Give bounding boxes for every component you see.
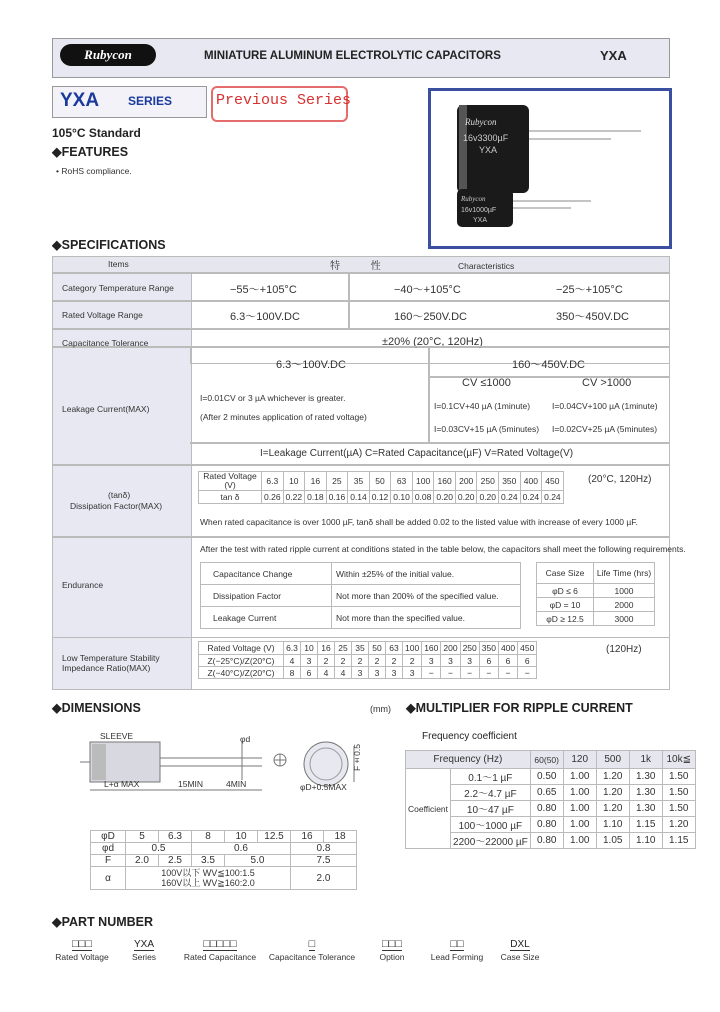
svg-text:16v1000µF: 16v1000µF <box>461 207 497 214</box>
leakage-label: Leakage Current(MAX) <box>62 404 150 414</box>
svg-text:16v3300µF: 16v3300µF <box>463 133 509 143</box>
cv-high: CV >1000 <box>582 377 632 389</box>
cv-low: CV ≤1000 <box>462 377 511 389</box>
page-title: MINIATURE ALUMINUM ELECTROLYTIC CAPACITORS <box>204 50 501 62</box>
endurance-table: Capacitance Change Within ±25% of the initial value. Dissipation Factor Not more than 200% of the specified value. Leakage Current Not more than the specified value. <box>200 562 521 629</box>
part-lead-forming: □□ Lead Forming <box>430 938 484 962</box>
rated-voltage-label: Rated Voltage Range <box>62 310 143 320</box>
low-temp-cond: (120Hz) <box>606 644 642 655</box>
leakage-r2a: I=0.03CV+15 µA (5minutes) <box>434 424 540 434</box>
multiplier-heading: ◆MULTIPLIER FOR RIPPLE CURRENT <box>406 701 633 715</box>
leakage-r1a: I=0.1CV+40 µA (1minute) <box>434 401 531 411</box>
low-temp-label: Low Temperature Stability <box>62 653 160 663</box>
leakage-note: (After 2 minutes application of rated voltage) <box>200 412 367 422</box>
svg-text:Rubycon: Rubycon <box>465 117 497 127</box>
cat-temp-v3: −25～+105°C <box>556 284 623 296</box>
svg-text:Rubycon: Rubycon <box>461 195 486 203</box>
previous-series-text: Previous Series <box>216 92 352 109</box>
frequency-coefficient-label: Frequency coefficient <box>422 731 517 742</box>
leakage-legend: I=Leakage Current(µA) C=Rated Capacitance(µF) V=Rated Voltage(V) <box>260 448 574 459</box>
rated-voltage-v3: 350～450V.DC <box>556 311 629 323</box>
leakage-right-head: 160～450V.DC <box>512 359 585 371</box>
dimensions-unit: (mm) <box>370 704 391 714</box>
specifications-heading: ◆SPECIFICATIONS <box>52 238 166 252</box>
cat-temp-v2: −40～+105°C <box>394 284 461 296</box>
feature-item: • RoHS compliance. <box>56 166 132 176</box>
features-heading: ◆FEATURES <box>52 145 129 159</box>
part-option: □□□ Option <box>379 938 405 962</box>
endurance-intro: After the test with rated ripple current at conditions stated in the table below, the capacitors shall meet the following requirements. <box>200 544 686 554</box>
svg-text:YXA: YXA <box>479 145 498 155</box>
cap-tol-label: Capacitance Tolerance <box>62 338 149 348</box>
leakage-r2b: I=0.02CV+25 µA (5minutes) <box>552 424 658 434</box>
pitch-label: F±0.5 <box>352 744 362 772</box>
part-number-row <box>52 934 552 964</box>
standard-label: 105°C Standard <box>52 126 141 140</box>
dissipation-note: When rated capacitance is over 1000 µF, tanδ shall be added 0.02 to the listed value with increase of every 1000 µF. <box>200 517 638 527</box>
dimensions-heading: ◆DIMENSIONS <box>52 701 141 715</box>
part-case-size: DXL Case Size <box>500 939 540 962</box>
cat-temp-label: Category Temperature Range <box>62 283 174 293</box>
dissipation-cond: (20°C, 120Hz) <box>588 474 652 485</box>
cap-tol-value: ±20% (20°C, 120Hz) <box>382 336 483 348</box>
dimensions-table: φD 5 6.3 8 10 12.5 16 18 φd 0.5 0.6 0.8 F 2.0 2.5 3.5 5.0 7.5 α 100V以下 WV≦100:1.5 160V以上 WV≧160:2.0 2.0 <box>90 830 357 890</box>
dissipation-label: Dissipation Factor(MAX) <box>70 501 163 511</box>
part-capacitance-tolerance: □ Capacitance Tolerance <box>268 938 356 962</box>
part-series: YXA Series <box>131 939 157 962</box>
header-series: YXA <box>600 48 627 63</box>
leakage-formula-left: I=0.01CV or 3 µA whichever is greater. <box>200 393 346 403</box>
rated-voltage-v2: 160～250V.DC <box>394 311 467 323</box>
dissipation-table: Rated Voltage (V) 6.3 10 16 25 35 50 63 100 160 200 250 350 400 450 tan δ 0.26 0.22 0.18 0.16 0.14 0.12 0.10 0.08 0.20 0.20 0.20 0.24 0.24 0.24 <box>198 471 564 504</box>
sleeve-label: SLEEVE <box>100 731 134 741</box>
lead-dia-label: φd <box>240 734 251 744</box>
life-table: Case Size Life Time (hrs) φD ≤ 6 1000 φD = 10 2000 φD ≥ 12.5 3000 <box>536 562 655 626</box>
series-label: SERIES <box>128 94 173 108</box>
part-number-heading: ◆PART NUMBER <box>52 915 154 929</box>
endurance-label: Endurance <box>62 580 104 590</box>
part-rated-capacitance: □□□□□ Rated Capacitance <box>183 938 257 962</box>
tan-delta-label: (tanδ) <box>108 490 131 500</box>
diameter-label: φD+0.5MAX <box>300 782 347 792</box>
leakage-left-head: 6.3～100V.DC <box>276 359 346 371</box>
part-rated-voltage: □□□ Rated Voltage <box>55 938 109 962</box>
brand-logo: Rubycon <box>60 44 156 66</box>
col-jp: 特 性 <box>330 261 395 272</box>
lead-length-label: 15MIN <box>178 779 204 789</box>
cat-temp-v1: −55～+105°C <box>230 284 297 296</box>
impedance-label: Impedance Ratio(MAX) <box>62 663 151 673</box>
ripple-multiplier-table: Frequency (Hz) 60(50) 120 500 1k 10k≦ Coefficient 0.1～1 µF 0.50 1.00 1.20 1.30 1.50 2.2～4.7 µF 0.65 1.00 1.20 1.30 1.50 10～47 µF 0.80 1.00 1.20 1.30 1.50 100～1000 µF 0.80 1.00 1.10 1.15 1.20 2200～22000 µF 0.80 1.00 1.05 1.10 1.15 <box>405 750 696 849</box>
cut-length-label: 4MIN <box>226 779 247 789</box>
length-label: L+α MAX <box>104 779 140 789</box>
col-items: Items <box>108 259 129 269</box>
leakage-r1b: I=0.04CV+100 µA (1minute) <box>552 401 658 411</box>
low-temp-table: Rated Voltage (V) 6.3 10 16 25 35 50 63 100 160 200 250 350 400 450 Z(−25°C)/Z(20°C) 4 3 2 2 2 2 2 2 3 3 3 6 6 6 Z(−40°C)/Z(20°C) 8 6 4 4 3 3 3 3 − − − − − − <box>198 641 537 679</box>
series-name: YXA <box>60 90 100 111</box>
rated-voltage-v1: 6.3～100V.DC <box>230 311 300 323</box>
svg-text:YXA: YXA <box>473 217 488 224</box>
col-characteristics: Characteristics <box>458 261 515 271</box>
capacitor-illustration <box>431 91 669 246</box>
product-photo <box>428 88 672 249</box>
